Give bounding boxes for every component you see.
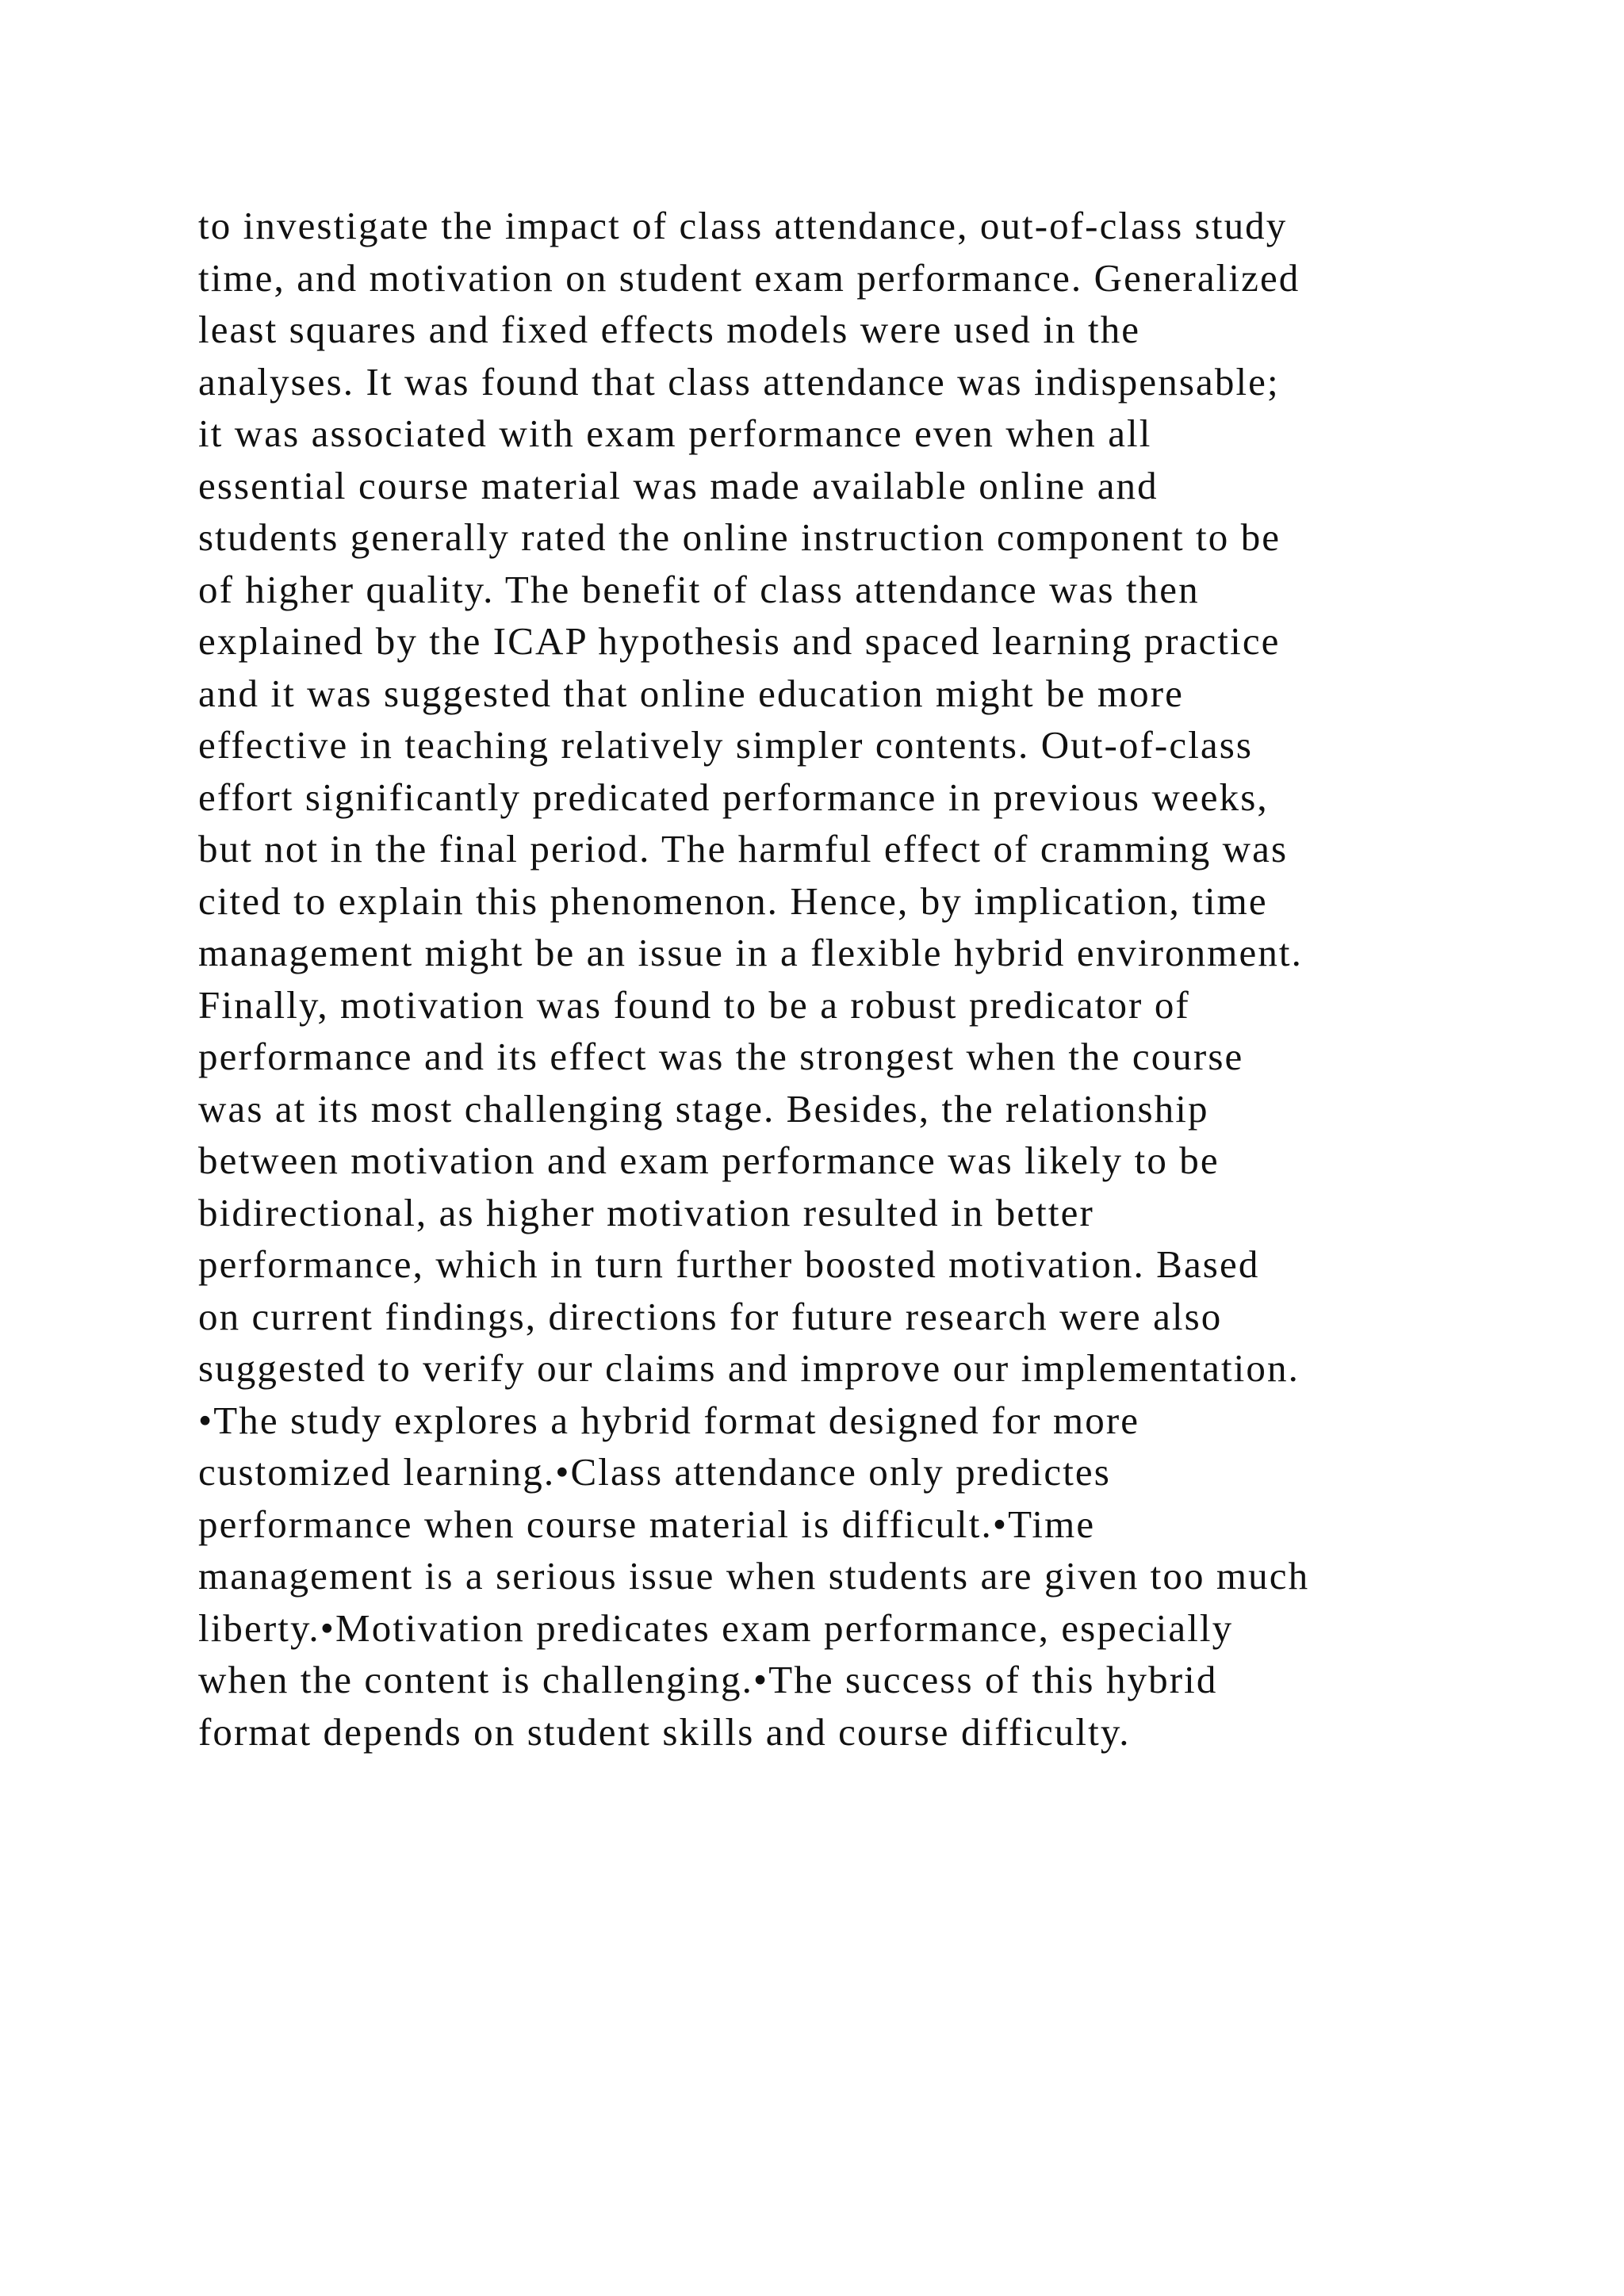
text-line: analyses. It was found that class attendance was indispensable;: [198, 359, 1280, 404]
text-line: least squares and fixed effects models were used in the: [198, 308, 1141, 351]
text-line: performance, which in turn further boosted motivation. Based: [198, 1242, 1260, 1286]
text-line: effort significantly predicated performance in previous weeks,: [198, 775, 1269, 819]
bullet-text-line: customized learning.•Class attendance only predictes: [198, 1450, 1111, 1494]
text-line: explained by the ICAP hypothesis and spaced learning practice: [198, 619, 1281, 663]
bullet-text-line: when the content is challenging.•The success of this hybrid: [198, 1658, 1218, 1701]
bullet-text-line: format depends on student skills and course difficulty.: [198, 1709, 1131, 1754]
text-line: cited to explain this phenomenon. Hence, by implication, time: [198, 878, 1268, 923]
text-line: bidirectional, as higher motivation resulted in better: [198, 1190, 1094, 1234]
text-line: suggested to verify our claims and improve our implementation.: [198, 1346, 1300, 1390]
abstract-text: [198, 200, 1507, 1758]
text-line: management might be an issue in a flexible hybrid environment.: [198, 931, 1303, 974]
text-line: but not in the final period. The harmful effect of cramming was: [198, 827, 1289, 871]
text-line: effective in teaching relatively simpler contents. Out-of-class: [198, 723, 1254, 767]
text-line: on current findings, directions for future research were also: [198, 1294, 1223, 1338]
bullet-text-line: •The study explores a hybrid format designed for more: [198, 1398, 1140, 1442]
text-line: between motivation and exam performance was likely to be: [198, 1138, 1220, 1182]
bullet-text-line: liberty.•Motivation predicates exam performance, especially: [198, 1605, 1234, 1650]
text-line: and it was suggested that online education might be more: [198, 671, 1184, 715]
text-line: essential course material was made available online and: [198, 463, 1159, 507]
text-line: was at its most challenging stage. Besides, the relationship: [198, 1086, 1209, 1131]
bullet-text-line: management is a serious issue when students are given too much: [198, 1554, 1310, 1598]
text-line: it was associated with exam performance even when all: [198, 411, 1152, 455]
text-line: performance and its effect was the strongest when the course: [198, 1035, 1244, 1078]
text-line: Finally, motivation was found to be a robust predicator of: [198, 982, 1190, 1027]
text-line: time, and motivation on student exam performance. Generalized: [198, 255, 1300, 300]
bullet-text-line: performance when course material is difficult.•Time: [198, 1502, 1096, 1546]
text-line: to investigate the impact of class attendance, out-of-class study: [198, 204, 1288, 247]
text-line: students generally rated the online instruction component to be: [198, 515, 1281, 559]
text-line: of higher quality. The benefit of class attendance was then: [198, 567, 1200, 611]
